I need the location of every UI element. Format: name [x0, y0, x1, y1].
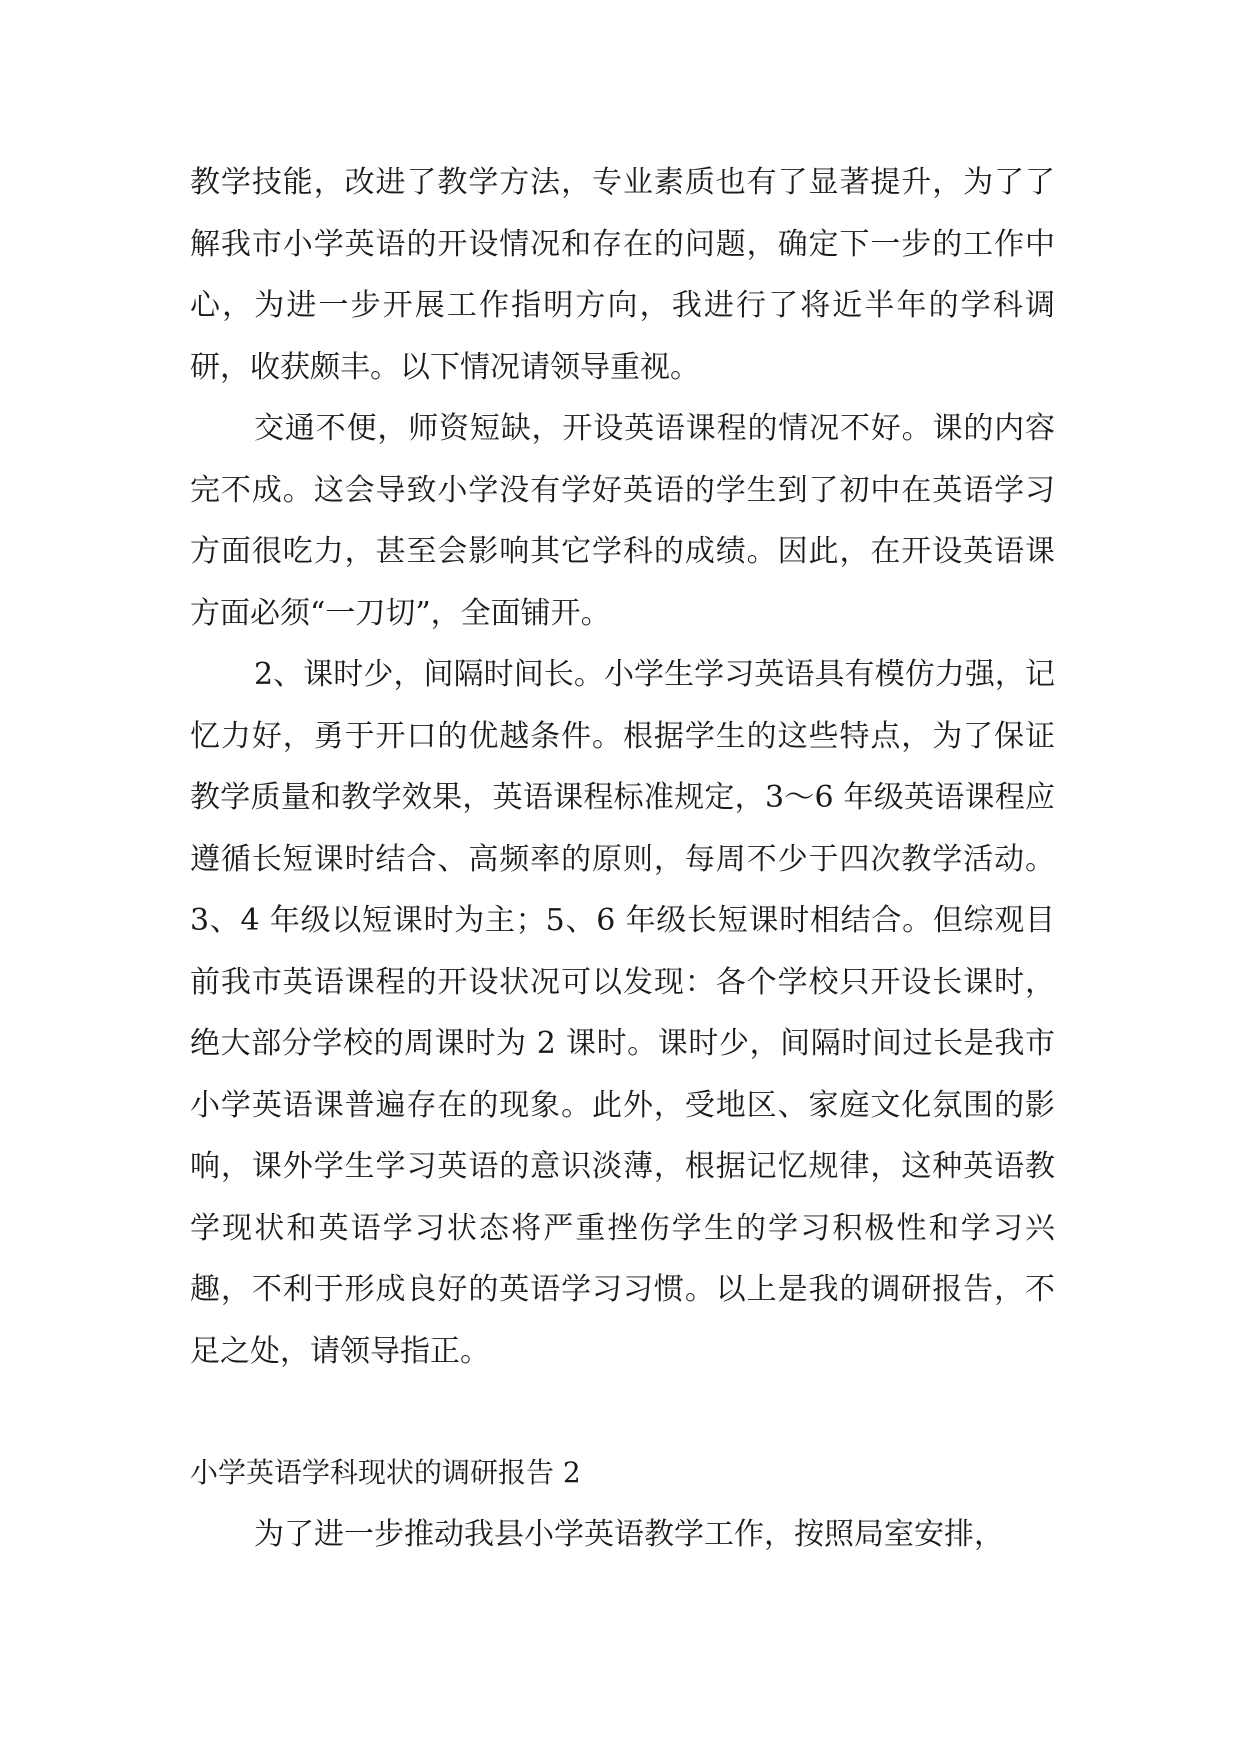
paragraph-continuation: 教学技能，改进了教学方法，专业素质也有了显著提升，为了了解我市小学英语的开设情况和存在的问题，确定下一步的工作中心，为进一步开展工作指明方向，我进行了将近半年的学科调研，收获颇丰。以下情况请领导重视。 [190, 165, 1055, 385]
document-body [190, 152, 1055, 1565]
section-heading: 小学英语学科现状的调研报告 2 [190, 1456, 581, 1489]
paragraph-report-2-intro: 为了进一步推动我县小学英语教学工作，按照局室安排， [254, 1516, 1004, 1552]
paragraph-transport-staffing: 交通不便，师资短缺，开设英语课程的情况不好。课的内容完不成。这会导致小学没有学好英语的学生到了初中在英语学习方面很吃力，甚至会影响其它学科的成绩。因此，在开设英语课方面必须“一刀切”，全面铺开。 [190, 411, 1055, 631]
paragraph-class-hours: 2、课时少，间隔时间长。小学生学习英语具有模仿力强，记忆力好，勇于开口的优越条件。根据学生的这些特点，为了保证教学质量和教学效果，英语课程标准规定，3～6 年级英语课程应遵循长短课时结合、高频率的原则，每周不少于四次教学活动。3、4 年级以短课时为主；5、6 年级长短课时相结合。但综观目前我市英语课程的开设状况可以发现：各个学校只开设长课时，绝大部分学校的周课时为 2 课时。课时少，间隔时间过长是我市小学英语课普遍存在的现象。此外，受地区、家庭文化氛围的影响，课外学生学习英语的意识淡薄，根据记忆规律，这种英语教学现状和英语学习状态将严重挫伤学生的学习积极性和学习兴趣，不利于形成良好的英语学习习惯。以上是我的调研报告，不足之处，请领导指正。 [190, 657, 1055, 1369]
